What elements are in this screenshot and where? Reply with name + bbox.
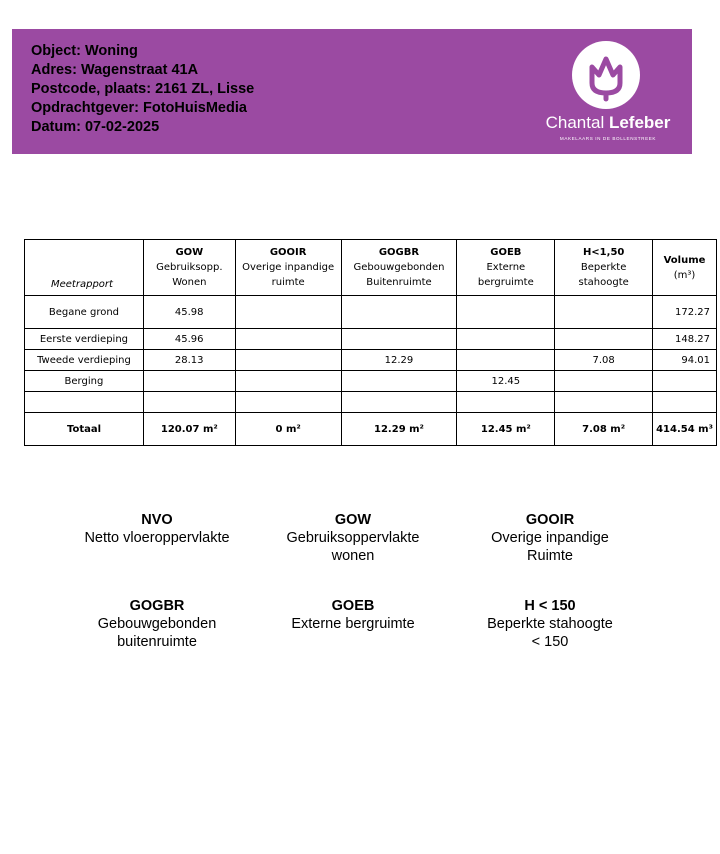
- legend-desc: Ruimte: [527, 548, 573, 564]
- logo-tagline: MAKELAARS IN DE BOLLENSTREEK: [559, 136, 657, 141]
- col-header-goeb: GOEB Externe bergruimte: [457, 240, 555, 296]
- cell-h150: [555, 392, 653, 413]
- row-label: Begane grond: [25, 296, 144, 329]
- legend-desc: Beperkte stahoogte: [487, 616, 613, 632]
- cell-gow: [143, 371, 235, 392]
- legend-code: GOW: [334, 512, 372, 528]
- cell-goeb: [457, 296, 555, 329]
- cell-gooir: [235, 350, 341, 371]
- row-label: [25, 392, 144, 413]
- table-row: [25, 392, 717, 413]
- cell-h150: [555, 296, 653, 329]
- col-header-gooir: GOOIR Overige inpandige ruimte: [235, 240, 341, 296]
- cell-gooir: [235, 392, 341, 413]
- col-header-gow: GOW Gebruiksopp. Wonen: [143, 240, 235, 296]
- cell-volume: 148.27: [653, 329, 717, 350]
- legend-desc: Externe bergruimte: [291, 616, 415, 632]
- table-row: [25, 329, 717, 350]
- cell-goeb: [457, 329, 555, 350]
- legend-desc: wonen: [331, 548, 375, 564]
- cell-h150: [555, 371, 653, 392]
- legend-item-nvo: [57, 511, 257, 547]
- cell-gow: 45.98: [143, 296, 235, 329]
- legend-desc: buitenruimte: [117, 634, 197, 650]
- total-row: [25, 413, 717, 446]
- cell-h150: [555, 329, 653, 350]
- legend-desc: Gebruiksoppervlakte: [286, 530, 420, 546]
- cell-gooir: [235, 329, 341, 350]
- legend-desc: < 150: [531, 634, 569, 650]
- legend-item-gooir: [450, 511, 650, 565]
- cell-gogbr: [341, 392, 457, 413]
- legend-desc: Netto vloeroppervlakte: [84, 530, 230, 546]
- measurement-table: [24, 239, 717, 446]
- total-goeb: 12.45 m²: [457, 413, 555, 446]
- cell-gogbr: [341, 296, 457, 329]
- tulip-icon: [572, 41, 640, 109]
- legend-code: GOGBR: [129, 598, 185, 614]
- col-header-h150: H<1,50 Beperkte stahoogte: [555, 240, 653, 296]
- cell-h150: 7.08: [555, 350, 653, 371]
- cell-volume: [653, 371, 717, 392]
- col-header-volume: Volume (m³): [653, 240, 717, 296]
- row-label: Eerste verdieping: [25, 329, 144, 350]
- legend-code: NVO: [141, 512, 173, 528]
- header-banner: [12, 29, 692, 154]
- table-row: [25, 350, 717, 371]
- object-line: Object: Woning: [31, 43, 138, 59]
- cell-gow: 45.96: [143, 329, 235, 350]
- table-row: [25, 296, 717, 329]
- cell-goeb: [457, 350, 555, 371]
- legend-desc: Gebouwgebonden: [97, 616, 217, 632]
- total-gogbr: 12.29 m²: [341, 413, 457, 446]
- cell-volume: [653, 392, 717, 413]
- date-line: Datum: 07-02-2025: [31, 119, 160, 135]
- cell-gow: [143, 392, 235, 413]
- col-header-gogbr: GOGBR Gebouwgebonden Buitenruimte: [341, 240, 457, 296]
- row-label: Tweede verdieping: [25, 350, 144, 371]
- postcode-line: Postcode, plaats: 2161 ZL, Lisse: [31, 81, 255, 97]
- cell-goeb: [457, 392, 555, 413]
- object-info: [31, 42, 254, 137]
- legend-item-goeb: [253, 597, 453, 633]
- cell-gogbr: [341, 329, 457, 350]
- legend-item-h150: [450, 597, 650, 651]
- corner-label: Meetrapport: [25, 240, 144, 296]
- cell-goeb: 12.45: [457, 371, 555, 392]
- total-gow: 120.07 m²: [143, 413, 235, 446]
- legend-code: H < 150: [524, 598, 576, 614]
- company-logo: [538, 39, 678, 149]
- cell-gow: 28.13: [143, 350, 235, 371]
- logo-first-name: Chantal: [545, 113, 609, 132]
- cell-volume: 94.01: [653, 350, 717, 371]
- row-label: Berging: [25, 371, 144, 392]
- table-row: [25, 371, 717, 392]
- legend-item-gogbr: [57, 597, 257, 651]
- address-line: Adres: Wagenstraat 41A: [31, 62, 199, 78]
- total-volume: 414.54 m³: [653, 413, 717, 446]
- legend-code: GOOIR: [525, 512, 575, 528]
- cell-gogbr: 12.29: [341, 350, 457, 371]
- logo-wordmark: [538, 113, 678, 133]
- total-label: Totaal: [25, 413, 144, 446]
- cell-volume: 172.27: [653, 296, 717, 329]
- cell-gogbr: [341, 371, 457, 392]
- cell-gooir: [235, 371, 341, 392]
- total-gooir: 0 m²: [235, 413, 341, 446]
- total-h150: 7.08 m²: [555, 413, 653, 446]
- logo-last-name: Lefeber: [608, 113, 671, 132]
- legend-item-gow: [253, 511, 453, 565]
- legend-code: GOEB: [331, 598, 375, 614]
- legend-desc: Overige inpandige: [491, 530, 609, 546]
- cell-gooir: [235, 296, 341, 329]
- client-line: Opdrachtgever: FotoHuisMedia: [31, 100, 247, 116]
- table-header-row: [25, 240, 717, 296]
